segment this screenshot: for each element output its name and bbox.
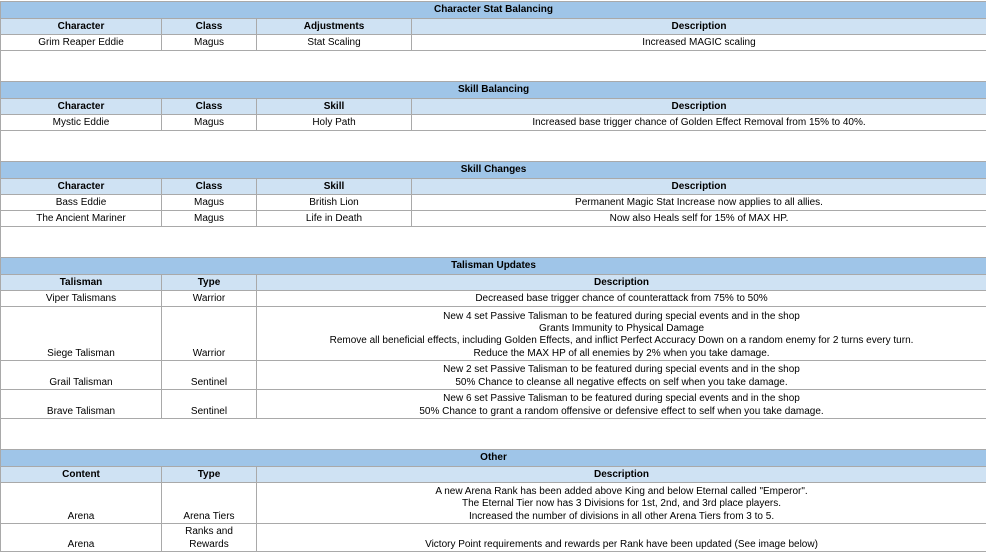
other-table: [0, 449, 986, 552]
cell-class: Magus: [162, 211, 257, 227]
cell-description: [257, 483, 986, 524]
header-content: Content: [1, 467, 162, 483]
cell-description: Increased base trigger chance of Golden Effect Removal from 15% to 40%.: [412, 115, 986, 131]
cell-description: [257, 361, 986, 390]
cell-talisman: Brave Talisman: [1, 390, 162, 419]
cell-description: Victory Point requirements and rewards per Rank have been updated (See image below): [257, 524, 986, 552]
header-skill: Skill: [257, 179, 412, 195]
description-line: A new Arena Rank has been added above King and below Eternal called "Emperor".: [259, 486, 984, 498]
cell-type: Sentinel: [162, 361, 257, 390]
cell-type: Arena Tiers: [162, 483, 257, 524]
cell-character: The Ancient Mariner: [1, 211, 162, 227]
cell-talisman: Grail Talisman: [1, 361, 162, 390]
description-line: The Eternal Tier now has 3 Divisions for 1st, 2nd, and 3rd place players.: [259, 498, 984, 510]
cell-description: Increased MAGIC scaling: [412, 35, 986, 51]
table-row: [1, 115, 986, 131]
header-description: Description: [412, 179, 986, 195]
empty-row: [1, 419, 986, 451]
section-title: Other: [1, 450, 986, 467]
type-line: Rewards: [164, 539, 254, 551]
header-class: Class: [162, 179, 257, 195]
cell-skill: Holy Path: [257, 115, 412, 131]
section-title: Skill Balancing: [1, 82, 986, 99]
cell-type: [162, 524, 257, 552]
header-description: Description: [257, 275, 986, 291]
type-line: Ranks and: [164, 526, 254, 538]
description-line: Grants Immunity to Physical Damage: [259, 323, 984, 335]
description-line: 50% Chance to cleanse all negative effects on self when you take damage.: [259, 377, 984, 389]
cell-skill: Life in Death: [257, 211, 412, 227]
table-row: [1, 390, 986, 419]
table-row: [1, 307, 986, 361]
description-line: Reduce the MAX HP of all enemies by 2% when you take damage.: [259, 348, 984, 360]
character-stat-balancing-table: [0, 1, 986, 83]
cell-class: Magus: [162, 115, 257, 131]
header-class: Class: [162, 19, 257, 35]
section-title: Talisman Updates: [1, 258, 986, 275]
cell-content: Arena: [1, 524, 162, 552]
table-row: [1, 524, 986, 552]
cell-description: Now also Heals self for 15% of MAX HP.: [412, 211, 986, 227]
table-row: [1, 361, 986, 390]
cell-adjustment: Stat Scaling: [257, 35, 412, 51]
empty-row: [1, 51, 986, 83]
section-title: Character Stat Balancing: [1, 2, 986, 19]
cell-character: Bass Eddie: [1, 195, 162, 211]
cell-talisman: Viper Talismans: [1, 291, 162, 307]
header-character: Character: [1, 19, 162, 35]
cell-type: Warrior: [162, 307, 257, 361]
table-row: [1, 195, 986, 211]
cell-description: [257, 307, 986, 361]
header-description: Description: [412, 99, 986, 115]
table-row: [1, 211, 986, 227]
header-character: Character: [1, 179, 162, 195]
skill-balancing-table: [0, 81, 986, 163]
header-class: Class: [162, 99, 257, 115]
header-adjustments: Adjustments: [257, 19, 412, 35]
empty-row: [1, 227, 986, 259]
table-row: [1, 483, 986, 524]
description-line: 50% Chance to grant a random offensive or defensive effect to self when you take damage.: [259, 406, 984, 418]
cell-type: Sentinel: [162, 390, 257, 419]
section-title: Skill Changes: [1, 162, 986, 179]
cell-skill: British Lion: [257, 195, 412, 211]
header-type: Type: [162, 467, 257, 483]
cell-type: Warrior: [162, 291, 257, 307]
description-line: Remove all beneficial effects, including Golden Effects, and inflict Perfect Accuracy Down on a random enemy for 2 turns every turn.: [259, 335, 984, 347]
description-line: New 2 set Passive Talisman to be featured during special events and in the shop: [259, 364, 984, 376]
cell-class: Magus: [162, 195, 257, 211]
description-line: New 6 set Passive Talisman to be featured during special events and in the shop: [259, 393, 984, 405]
table-row: [1, 291, 986, 307]
table-row: [1, 35, 986, 51]
cell-description: Decreased base trigger chance of counterattack from 75% to 50%: [257, 291, 986, 307]
skill-changes-table: [0, 161, 986, 259]
description-line: Increased the number of divisions in all other Arena Tiers from 3 to 5.: [259, 511, 984, 523]
cell-content: Arena: [1, 483, 162, 524]
cell-character: Mystic Eddie: [1, 115, 162, 131]
description-line: New 4 set Passive Talisman to be featured during special events and in the shop: [259, 311, 984, 323]
header-talisman: Talisman: [1, 275, 162, 291]
cell-talisman: Siege Talisman: [1, 307, 162, 361]
header-description: Description: [257, 467, 986, 483]
talisman-updates-table: [0, 257, 986, 451]
header-type: Type: [162, 275, 257, 291]
header-character: Character: [1, 99, 162, 115]
header-description: Description: [412, 19, 986, 35]
cell-character: Grim Reaper Eddie: [1, 35, 162, 51]
cell-class: Magus: [162, 35, 257, 51]
empty-row: [1, 131, 986, 163]
cell-description: Permanent Magic Stat Increase now applies to all allies.: [412, 195, 986, 211]
cell-description: [257, 390, 986, 419]
header-skill: Skill: [257, 99, 412, 115]
